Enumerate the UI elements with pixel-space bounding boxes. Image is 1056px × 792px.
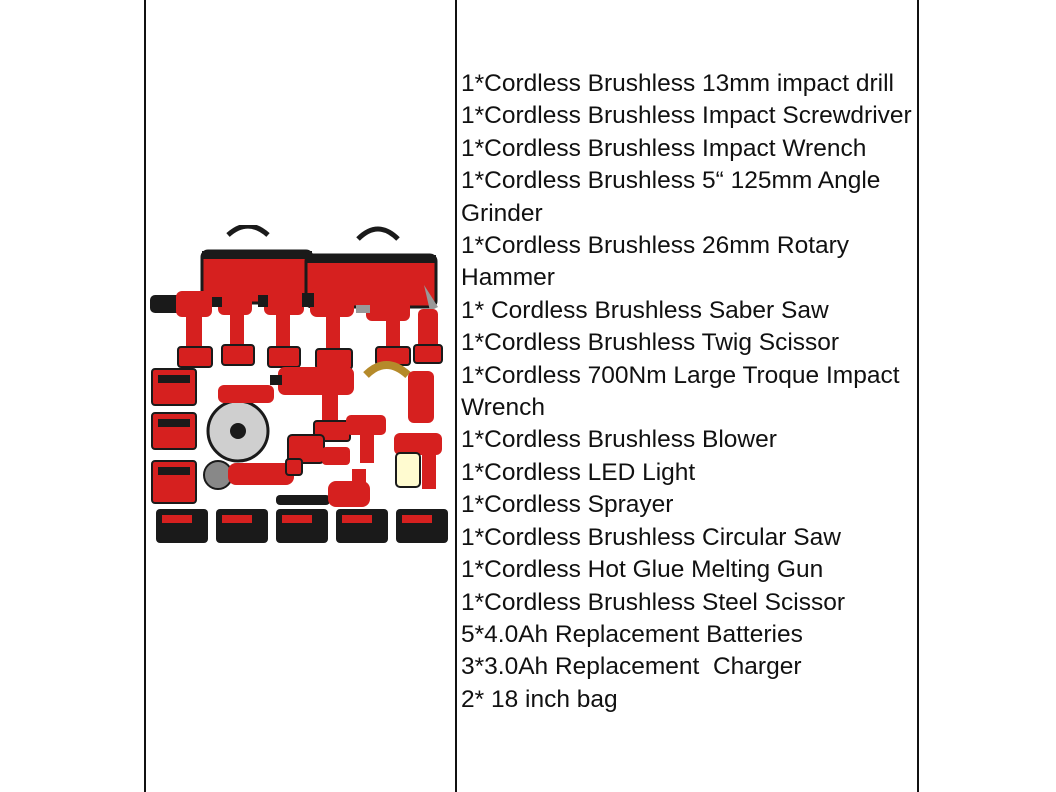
list-item: 1*Cordless Brushless Impact Screwdriver xyxy=(461,102,912,130)
charger-1 xyxy=(152,369,196,405)
tool-kit-product-image xyxy=(146,225,454,555)
table-border-right xyxy=(917,0,919,792)
list-item: 1*Cordless Brushless 26mm Rotary Hammer xyxy=(461,232,856,292)
hot-glue-gun xyxy=(346,415,386,463)
list-item: 3*3.0Ah Replacement Charger xyxy=(461,653,802,681)
rotary-hammer xyxy=(270,367,354,441)
charger-3 xyxy=(152,461,196,503)
saber-saw xyxy=(356,299,410,365)
battery-1 xyxy=(156,509,208,543)
list-item: 1*Cordless Brushless 13mm impact drill xyxy=(461,70,894,97)
battery-5 xyxy=(396,509,448,543)
list-item: 1*Cordless Brushless Blower xyxy=(461,426,777,454)
large-impact-wrench xyxy=(302,287,354,369)
list-item: 1*Cordless Brushless 5“ 125mm Angle Grinder xyxy=(461,167,888,227)
table-border-middle xyxy=(455,0,457,792)
charger-2 xyxy=(152,413,196,449)
sprayer xyxy=(394,433,442,489)
impact-wrench xyxy=(258,289,304,367)
list-item: 5*4.0Ah Replacement Batteries xyxy=(461,620,803,648)
list-item: 1*Cordless Sprayer xyxy=(461,491,674,519)
battery-4 xyxy=(336,509,388,543)
list-item: 1*Cordless 700Nm Large Troque Impact Wrench xyxy=(461,361,907,422)
battery-3 xyxy=(276,509,328,543)
list-item: 1* Cordless Brushless Saber Saw xyxy=(461,296,829,324)
list-item: 2* 18 inch bag xyxy=(461,685,618,713)
kit-contents-list xyxy=(461,68,916,716)
list-item: 1*Cordless Brushless Impact Wrench xyxy=(461,134,867,162)
angle-grinder xyxy=(204,459,302,489)
circular-saw xyxy=(208,385,274,461)
impact-screwdriver xyxy=(212,291,254,365)
list-item: 1*Cordless Brushless Circular Saw xyxy=(461,523,841,551)
list-item: 1*Cordless Brushless Steel Scissor xyxy=(461,588,845,616)
impact-drill xyxy=(150,291,212,367)
list-item: 1*Cordless Hot Glue Melting Gun xyxy=(461,556,824,584)
battery-2 xyxy=(216,509,268,543)
steel-scissor xyxy=(366,365,434,423)
list-item: 1*Cordless Brushless Twig Scissor xyxy=(461,329,840,357)
list-item: 1*Cordless LED Light xyxy=(461,458,696,486)
